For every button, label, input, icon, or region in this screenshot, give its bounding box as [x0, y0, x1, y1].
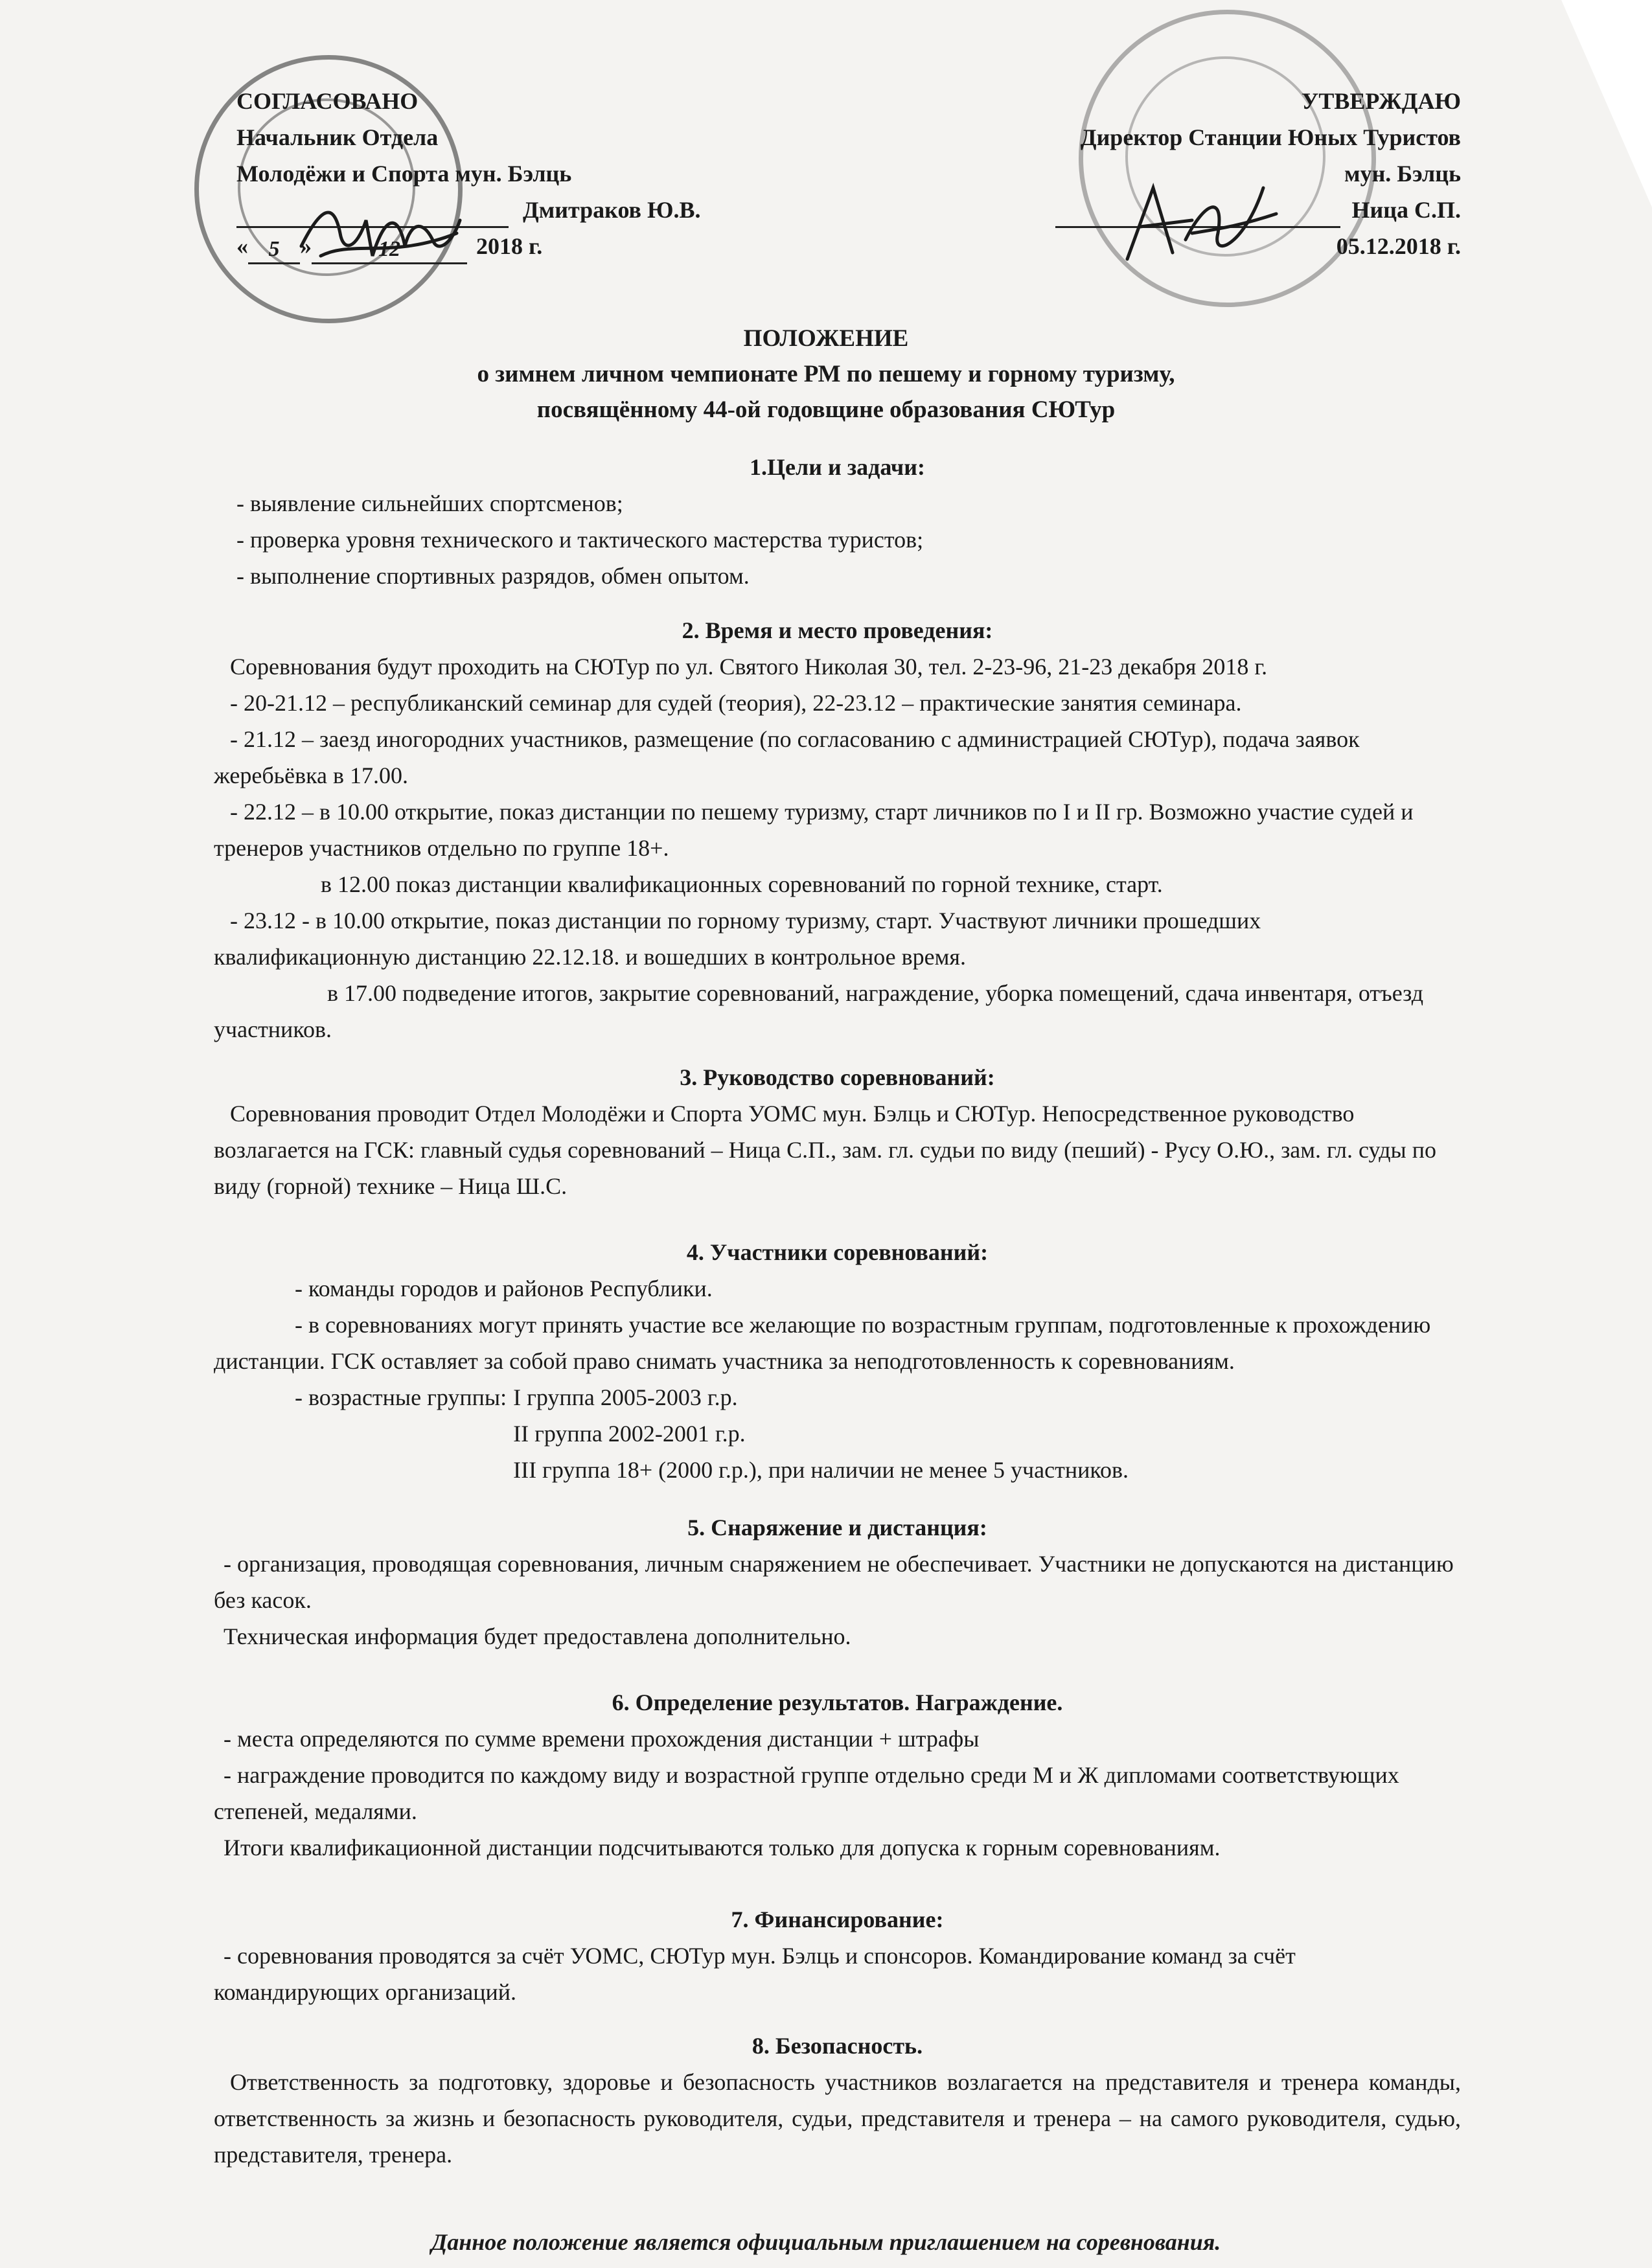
- section-results: [214, 1684, 1461, 1866]
- agreed-date-year: 2018 г.: [476, 233, 543, 259]
- section-heading: 7. Финансирование:: [731, 1907, 944, 1932]
- paragraph: Техническая информация будет предоставлена дополнительно.: [224, 1623, 851, 1649]
- paragraph: Соревнования будут проходить на СЮТур по ул. Святого Николая 30, тел. 2-23-96, 21-23 декабря 2018 г.: [230, 654, 1268, 680]
- paragraph: - в соревнованиях могут принять участие все желающие по возрастным группам, подготовленные к прохождению дистанции. ГСК оставляет за собой право снимать участника за неподготовленность к соревнованиям.: [214, 1312, 1431, 1374]
- paragraph: - 20-21.12 – республиканский семинар для судей (теория), 22-23.12 – практические занятия семинара.: [230, 690, 1242, 716]
- folded-corner: [1561, 0, 1652, 207]
- agreed-department: Молодёжи и Спорта мун. Бэлць: [236, 161, 572, 187]
- list-item: - проверка уровня технического и тактического мастерства туристов;: [236, 527, 924, 553]
- section-management: [214, 1059, 1461, 1204]
- left-signature-icon: [295, 194, 463, 266]
- paragraph: - организация, проводящая соревнования, личным снаряжением не обеспечивает. Участники не допускаются на дистанцию без касок.: [214, 1551, 1454, 1613]
- section-heading: 6. Определение результатов. Награждение.: [612, 1690, 1063, 1715]
- section-heading: 3. Руководство соревнований:: [680, 1064, 995, 1090]
- document-subtitle-2: посвящённому 44-ой годовщине образования СЮТур: [536, 396, 1116, 423]
- section-equipment: [214, 1509, 1461, 1655]
- age-group-item: II группа 2002-2001 г.р.: [513, 1421, 746, 1447]
- age-group-item: I группа 2005-2003 г.р.: [513, 1384, 738, 1410]
- approve-municipality: мун. Бэлць: [1344, 161, 1461, 187]
- paragraph: - 23.12 - в 10.00 открытие, показ дистанции по горному туризму, старт. Участвуют личники прошедших квалификационную дистанцию 22.12.18. и вошедших в контрольное время.: [214, 908, 1261, 970]
- agreed-date-day: 5: [248, 236, 300, 264]
- paragraph: - награждение проводится по каждому виду и возрастной группе отдельно среди М и Ж дипломами соответствующих степеней, медалями.: [214, 1762, 1399, 1824]
- list-item: - выявление сильнейших спортсменов;: [236, 490, 623, 516]
- approve-position: Директор Станции Юных Туристов: [1080, 124, 1461, 150]
- age-groups-label: - возрастные группы:: [295, 1384, 507, 1410]
- paragraph: Соревнования проводит Отдел Молодёжи и Спорта УОМС мун. Бэлць и СЮТур. Непосредственное руководство возлагается на ГСК: главный судья соревнований – Ница С.П., зам. гл. судьи по виду (пеший) - Русу О.Ю., зам. гл. суды по виду (горной) технике – Ница Ш.С.: [214, 1101, 1436, 1199]
- document-title-block: [0, 321, 1652, 428]
- section-time-place: [214, 612, 1461, 1048]
- section-heading: 1.Цели и задачи:: [750, 454, 925, 480]
- paragraph: - 22.12 – в 10.00 открытие, показ дистанции по пешему туризму, старт личников по I и II гр. Возможно участие судей и тренеров участников отдельно по группе 18+.: [214, 799, 1414, 861]
- approve-date: 05.12.2018 г.: [1336, 233, 1461, 259]
- section-goals: [214, 449, 1461, 594]
- right-signature-icon: [1114, 175, 1283, 266]
- agreed-position: Начальник Отдела: [236, 124, 439, 150]
- document-subtitle-1: о зимнем личном чемпионате РМ по пешему и горному туризму,: [477, 361, 1175, 387]
- approve-label: УТВЕРЖДАЮ: [1301, 88, 1461, 114]
- document-title: ПОЛОЖЕНИЕ: [743, 325, 909, 352]
- paragraph: в 17.00 подведение итогов, закрытие соревнований, награждение, уборка помещений, сдача инвентаря, отъезд участников.: [214, 980, 1424, 1042]
- paragraph: в 12.00 показ дистанции квалификационных соревнований по горной технике, старт.: [321, 871, 1163, 897]
- paragraph: - места определяются по сумме времени прохождения дистанции + штрафы: [224, 1726, 980, 1752]
- list-item: - выполнение спортивных разрядов, обмен опытом.: [236, 563, 750, 589]
- paragraph: Ответственность за подготовку, здоровье и безопасность участников возлагается на представителя и тренера команды, ответственность за жизнь и безопасность руководителя, судьи, представителя и тренера – на самого руководителя, судью, представителя, тренера.: [214, 2069, 1461, 2168]
- paragraph: - команды городов и районов Республики.: [295, 1276, 713, 1301]
- section-heading: 8. Безопасность.: [751, 2033, 923, 2059]
- section-heading: 2. Время и место проведения:: [682, 617, 993, 643]
- section-participants: [214, 1234, 1461, 1488]
- paragraph: - соревнования проводятся за счёт УОМС, СЮТур мун. Бэлць и спонсоров. Командирование команд за счёт командирующих организаций.: [214, 1943, 1296, 2005]
- age-groups: [214, 1379, 1461, 1488]
- agreed-date-month: 12: [312, 236, 467, 264]
- section-safety: [214, 2028, 1461, 2173]
- approve-name: Ница С.П.: [1351, 197, 1461, 223]
- agreed-date: « 5 » 12 2018 г.: [236, 228, 701, 264]
- paragraph: Итоги квалификационной дистанции подсчитываются только для допуска к горным соревнованиям.: [224, 1835, 1221, 1861]
- section-heading: 4. Участники соревнований:: [686, 1239, 989, 1265]
- agreed-label: СОГЛАСОВАНО: [236, 88, 419, 114]
- footer-note: Данное положение является официальным приглашением на соревнования.: [431, 2229, 1221, 2255]
- paragraph: - 21.12 – заезд иногородних участников, размещение (по согласованию с администрацией СЮТур), подача заявок жеребьёвка в 17.00.: [214, 726, 1360, 788]
- agreed-name: Дмитраков Ю.В.: [523, 197, 701, 223]
- section-heading: 5. Снаряжение и дистанция:: [687, 1515, 987, 1541]
- age-group-item: III группа 18+ (2000 г.р.), при наличии не менее 5 участников.: [513, 1457, 1129, 1483]
- section-financing: [214, 1901, 1461, 2010]
